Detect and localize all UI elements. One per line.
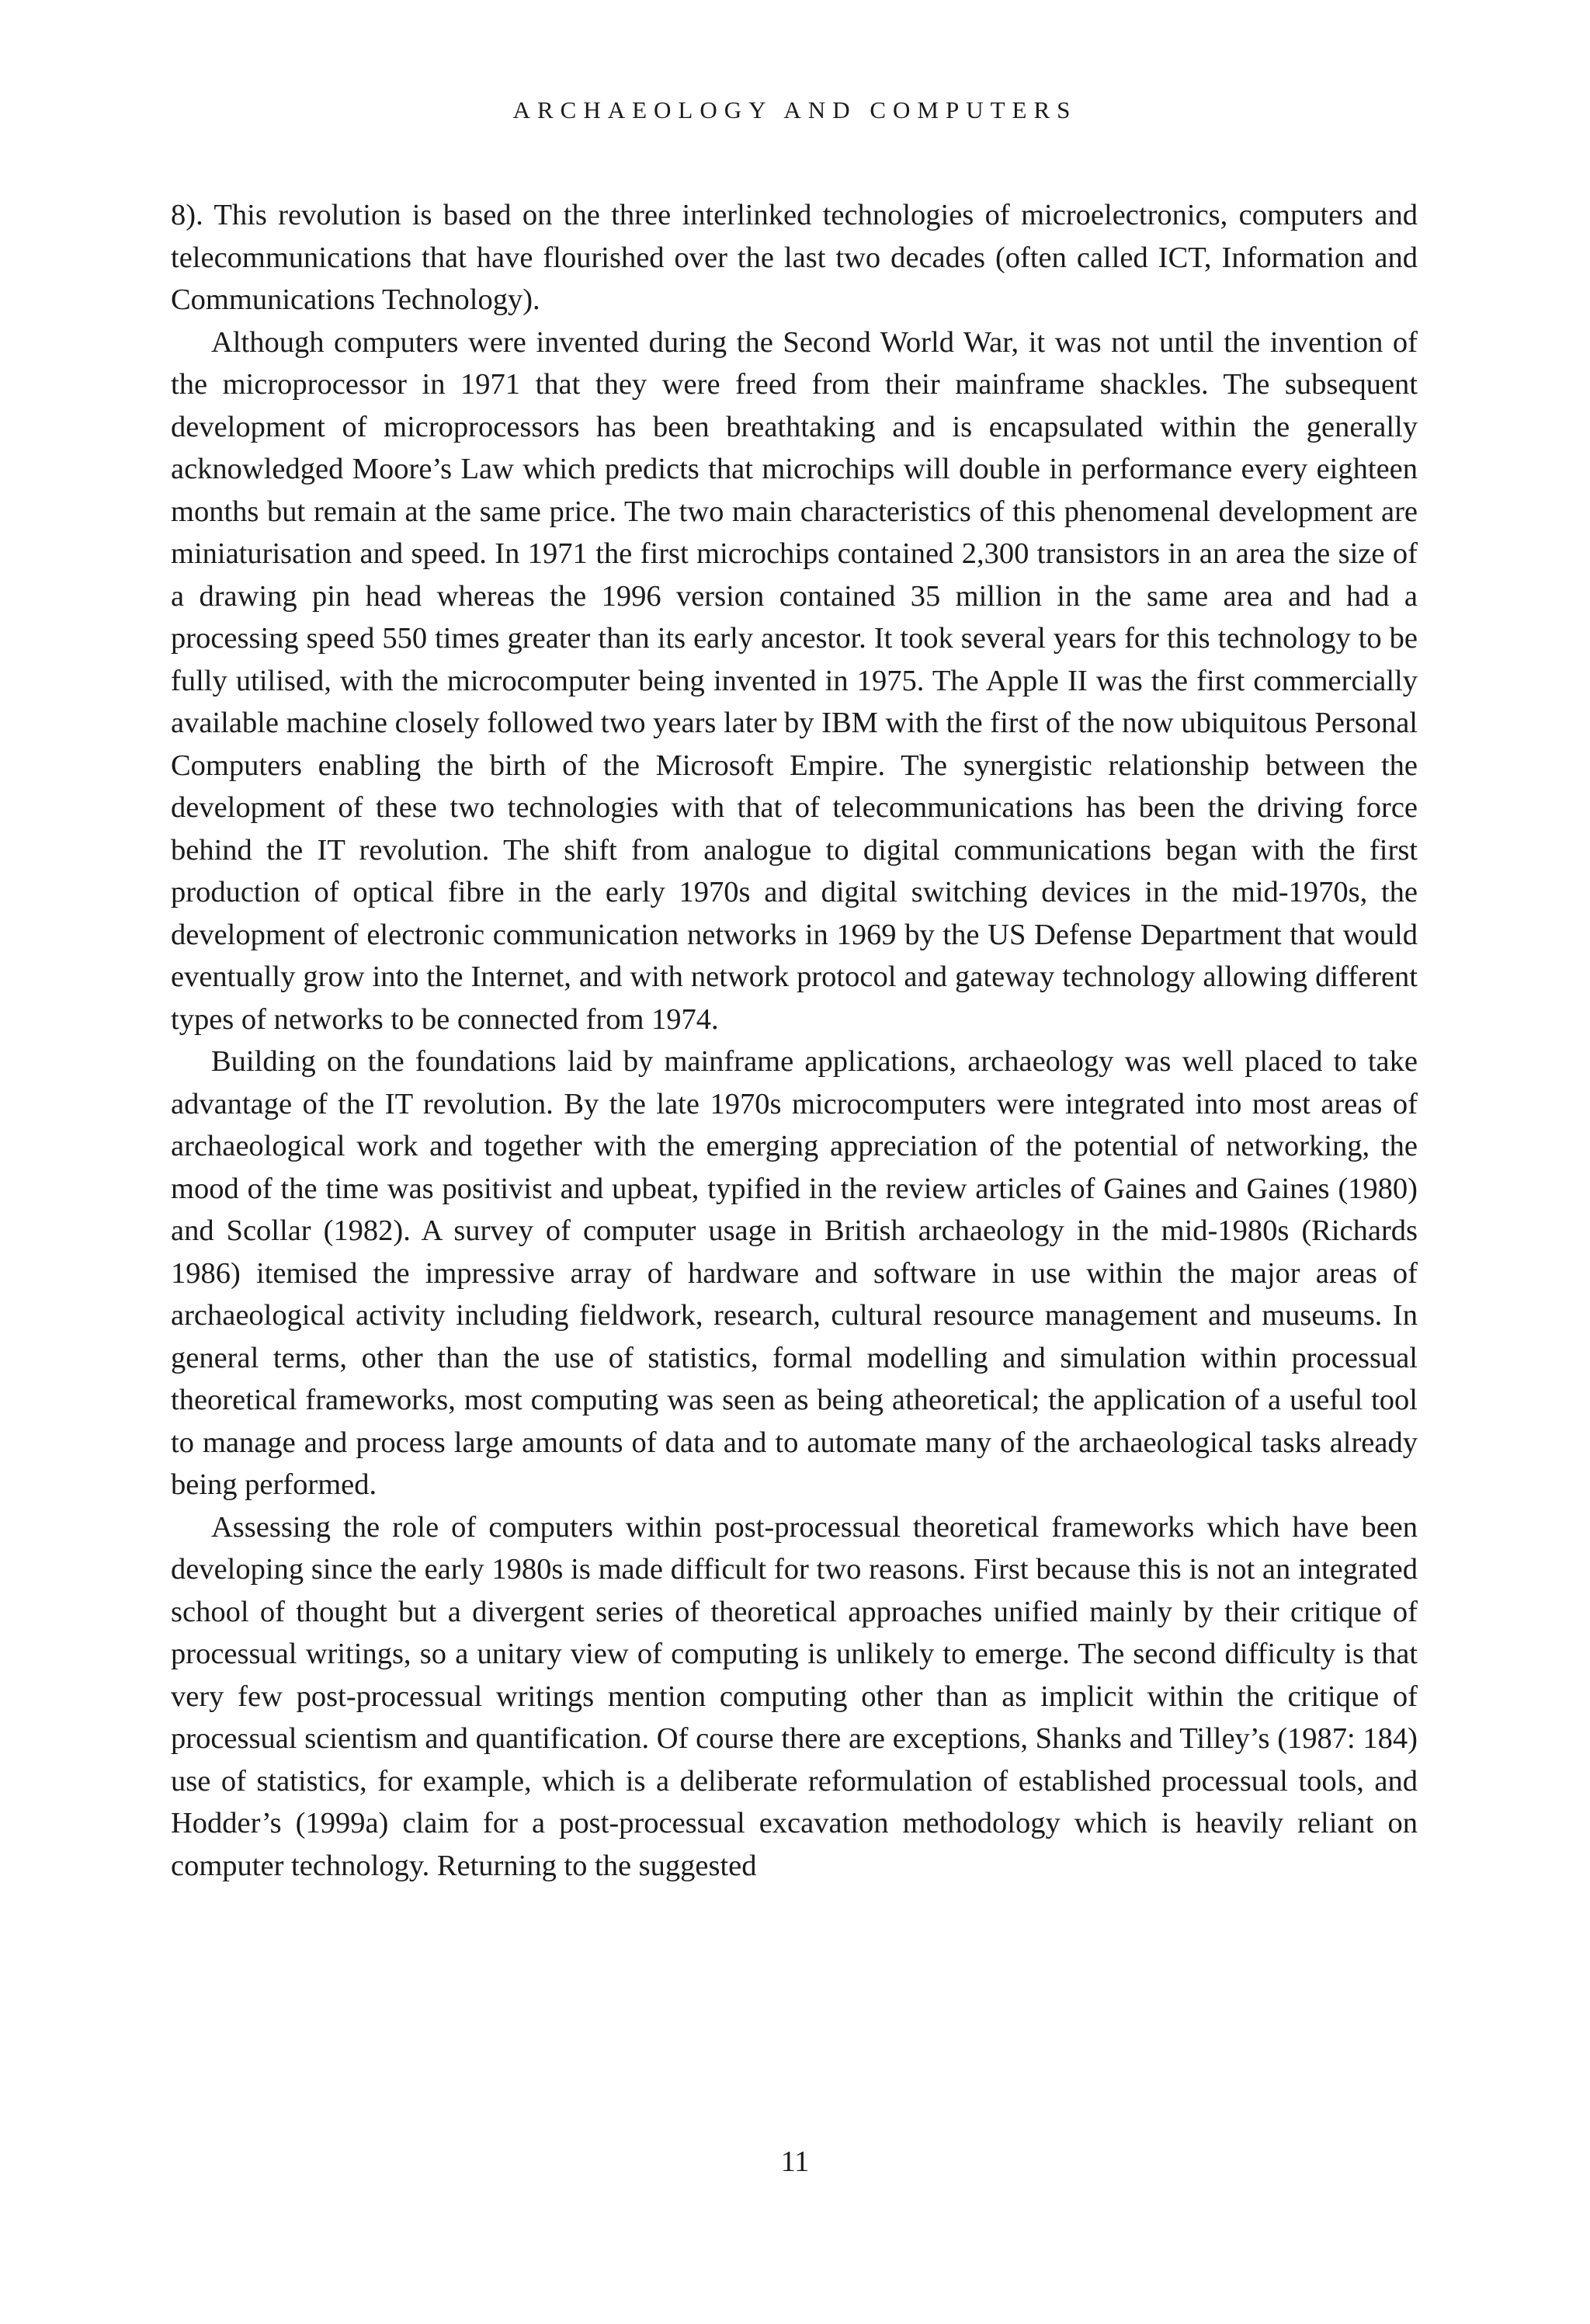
body-text	[171, 194, 1418, 1887]
page-number: 11	[780, 2145, 810, 2178]
paragraph-archaeology-it: Building on the foundations laid by mainframe applications, archaeology was well placed to take advantage of the IT revolution. By the late 1970s microcomputers were integrated into most areas of archaeological work and together with the emerging appreciation of the potential of networking, the mood of the time was positivist and upbeat, typified in the review articles of Gaines and Gaines (1980) and Scollar (1982). A survey of computer usage in British archaeology in the mid-1980s (Richards 1986) itemised the impressive array of hardware and software in use within the major areas of archaeological activity including fieldwork, research, cultural resource management and museums. In general terms, other than the use of statistics, formal modelling and simulation within processual theoretical frameworks, most computing was seen as being atheoretical; the application of a useful tool to manage and process large amounts of data and to automate many of the archaeological tasks already being performed.	[171, 1045, 1418, 1501]
running-head: ARCHAEOLOGY AND COMPUTERS	[512, 96, 1078, 123]
paragraph-post-processual: Assessing the role of computers within post-processual theoretical frameworks which have been developing since the early 1980s is made difficult for two reasons. First because this is not an integrated school of thought but a divergent series of theoretical approaches unified mainly by their critique of processual writings, so a unitary view of computing is unlikely to emerge. The second difficulty is that very few post-processual writings mention computing other than as implicit within the critique of processual scientism and quantification. Of course there are exceptions, Shanks and Tilley’s (1987: 184) use of statistics, for example, which is a deliberate reformulation of established processual tools, and Hodder’s (1999a) claim for a post-processual excavation methodology which is heavily reliant on computer technology. Returning to the suggested	[171, 1510, 1418, 1882]
paragraph-continued: 8). This revolution is based on the three interlinked technologies of microelectronics, computers and telecommunications that have flourished over the last two decades (often called ICT, Information and Communications Technology).	[171, 199, 1418, 316]
paragraph-microprocessors: Although computers were invented during the Second World War, it was not until the invention of the microprocessor in 1971 that they were freed from their mainframe shackles. The subsequent development of microprocessors has been breathtaking and is encapsulated within the generally acknowledged Moore’s Law which predicts that microchips will double in performance every eighteen months but remain at the same price. The two main characteristics of this phenomenal development are miniaturisation and speed. In 1971 the first microchips contained 2,300 transistors in an area the size of a drawing pin head whereas the 1996 version contained 35 million in the same area and had a processing speed 550 times greater than its early ancestor. It took several years for this technology to be fully utilised, with the microcomputer being invented in 1975. The Apple II was the first commercially available machine closely followed two years later by IBM with the first of the now ubiquitous Personal Computers enabling the birth of the Microsoft Empire. The synergistic relationship between the development of these two technologies with that of telecommunications has been the driving force behind the IT revolution. The shift from analogue to digital communications began with the first production of optical fibre in the early 1970s and digital switching devices in the mid-1970s, the development of electronic communication networks in 1969 by the US Defense Department that would eventually grow into the Internet, and with network protocol and gateway technology allowing different types of networks to be connected from 1974.	[171, 325, 1418, 1036]
